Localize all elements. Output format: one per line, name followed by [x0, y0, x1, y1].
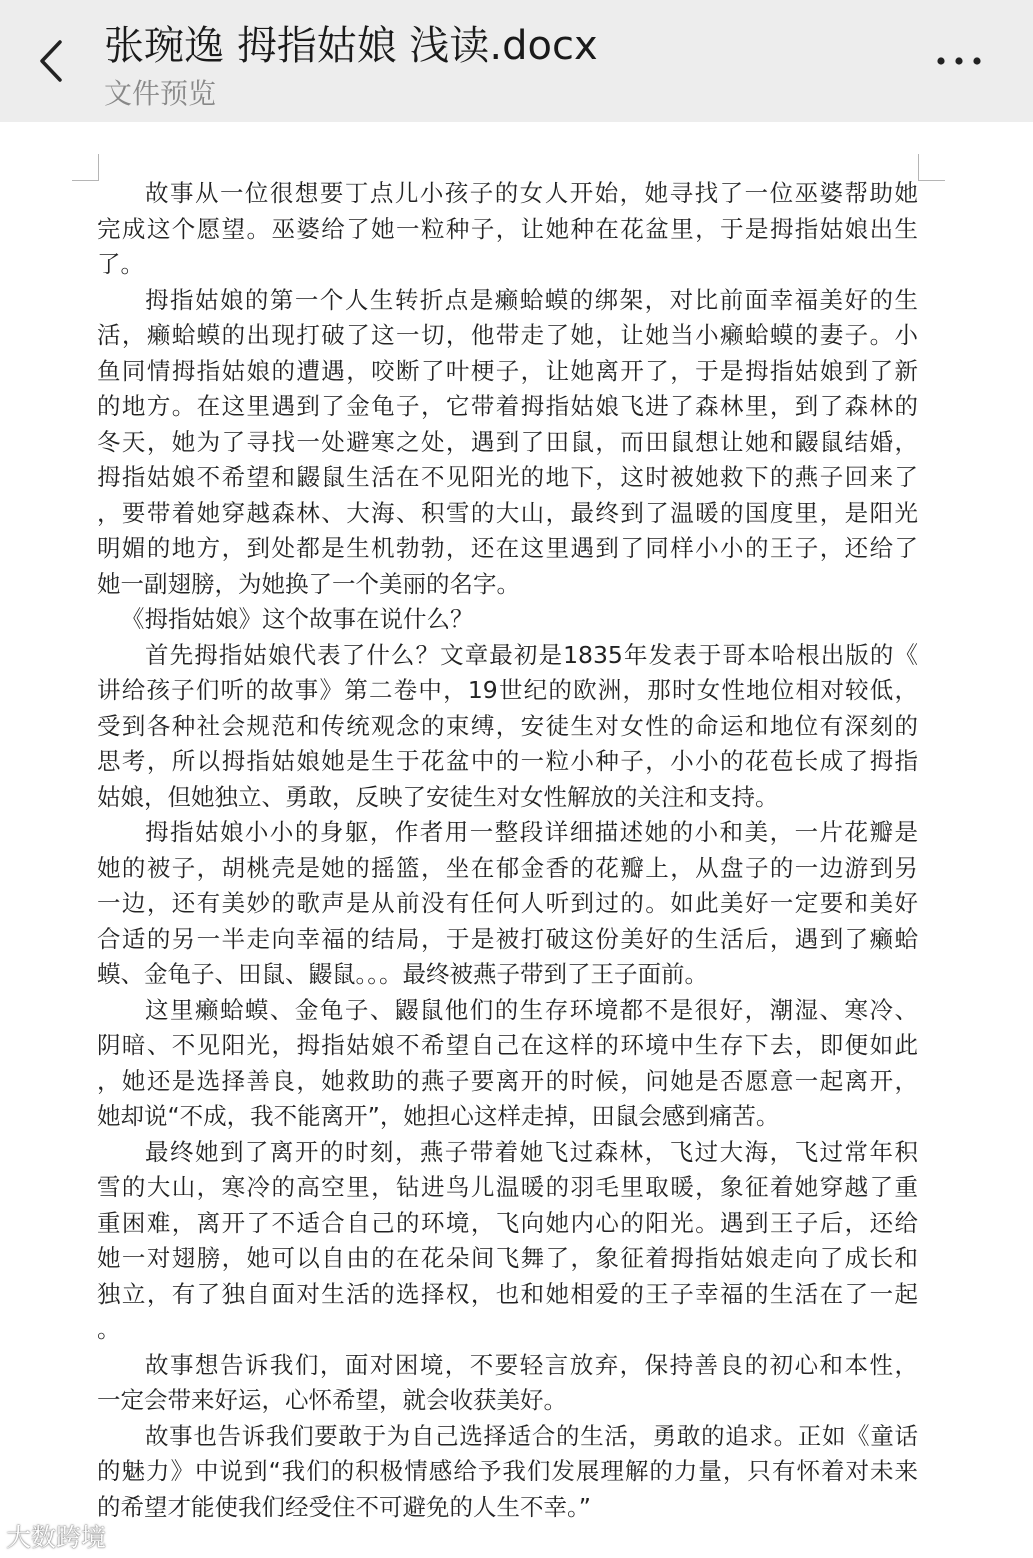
- text-line: 她的被子，胡桃壳是她的摇篮，坐在郁金香的花瓣上，从盘子的一边游到另: [97, 853, 918, 882]
- back-button[interactable]: [34, 36, 74, 86]
- file-preview-label: 文件预览: [104, 77, 217, 110]
- text-line: 故事想告诉我们，面对困境，不要轻言放弃，保持善良的初心和本性，: [145, 1350, 918, 1379]
- text-line: 了。: [97, 250, 144, 278]
- text-line: 完成这个愿望。巫婆给了她一粒种子，让她种在花盆里，于是拇指姑娘出生: [97, 214, 918, 243]
- text-line: ，她还是选择善良，她救助的燕子要离开的时候，问她是否愿意一起离开，: [97, 1066, 918, 1095]
- text-line: 独立，有了独自面对生活的选择权，也和她相爱的王子幸福的生活在了一起: [97, 1279, 918, 1308]
- document-body: [97, 176, 918, 1525]
- text-line: 讲给孩子们听的故事》第二卷中，19世纪的欧洲，那时女性地位相对较低，: [97, 676, 918, 704]
- text-line: 她一副翅膀，为她换了一个美丽的名字。: [97, 569, 520, 598]
- paragraph: [97, 1135, 918, 1348]
- chevron-left-icon: [34, 36, 74, 86]
- paragraph: [97, 815, 918, 993]
- top-bar: [0, 0, 1033, 122]
- paragraph: [97, 1348, 918, 1419]
- watermark: 大数跨境: [6, 1523, 107, 1552]
- text-line: 蟆、金龟子、田鼠、鼹鼠。。。最终被燕子带到了王子面前。: [97, 960, 708, 988]
- text-line: 拇指姑娘不希望和鼹鼠生活在不见阳光的地下，这时被她救下的燕子回来了: [97, 463, 918, 491]
- text-line: 的魅力》中说到“我们的积极情感给予我们发展理解的力量，只有怀着对未来: [97, 1457, 918, 1485]
- more-button[interactable]: [934, 46, 984, 76]
- text-line: 冬天，她为了寻找一处避寒之处，遇到了田鼠，而田鼠想让她和鼹鼠结婚，: [97, 427, 918, 456]
- paragraph: [97, 283, 918, 603]
- text-line: 拇指姑娘小小的身躯，作者用一整段详细描述她的小和美，一片花瓣是: [145, 818, 918, 846]
- page-corner-mark-right: [918, 154, 945, 181]
- text-line: 思考，所以拇指姑娘她是生于花盆中的一粒小种子，小小的花苞长成了拇指: [97, 747, 918, 775]
- text-line: 《拇指姑娘》这个故事在说什么？: [121, 605, 474, 633]
- text-line: 重困难，离开了不适合自己的环境，飞向她内心的阳光。遇到王子后，还给: [97, 1208, 918, 1237]
- text-line: 受到各种社会规范和传统观念的束缚，安徒生对女性的命运和地位有深刻的: [97, 711, 918, 740]
- text-line: 明媚的地方，到处都是生机勃勃，还在这里遇到了同样小小的王子，还给了: [97, 534, 918, 562]
- text-line: 她却说“不成，我不能离开”，她担心这样走掉，田鼠会感到痛苦。: [97, 1102, 780, 1130]
- text-line: 合适的另一半走向幸福的结局，于是被打破这份美好的生活后，遇到了癞蛤: [97, 924, 918, 953]
- text-line: 拇指姑娘的第一个人生转折点是癞蛤蟆的绑架，对比前面幸福美好的生: [145, 285, 918, 314]
- paragraph: [97, 602, 918, 638]
- text-line: 一边，还有美妙的歌声是从前没有任何人听到过的。如此美好一定要和美好: [97, 889, 918, 917]
- text-line: 故事从一位很想要丁点儿小孩子的女人开始，她寻找了一位巫婆帮助她: [145, 179, 918, 207]
- text-line: 阴暗、不见阳光，拇指姑娘不希望自己在这样的环境中生存下去，即便如此: [97, 1031, 918, 1059]
- text-line: 故事也告诉我们要敢于为自己选择适合的生活，勇敢的追求。正如《童话: [145, 1421, 918, 1450]
- text-line: 。: [97, 1315, 121, 1343]
- text-line: 鱼同情拇指姑娘的遭遇，咬断了叶梗子，让她离开了，于是拇指姑娘到了新: [97, 356, 918, 385]
- text-line: 这里癞蛤蟆、金龟子、鼹鼠他们的生存环境都不是很好，潮湿、寒冷、: [145, 995, 918, 1024]
- file-title: 张琬逸 拇指姑娘 浅读.docx: [104, 23, 598, 69]
- text-line: 姑娘，但她独立、勇敢，反映了安徒生对女性解放的关注和支持。: [97, 782, 779, 811]
- text-line: 她一对翅膀，她可以自由的在花朵间飞舞了，象征着拇指姑娘走向了成长和: [97, 1244, 918, 1272]
- paragraph: [97, 176, 918, 283]
- more-horizontal-icon: [934, 46, 984, 76]
- text-line: 一定会带来好运，心怀希望，就会收获美好。: [97, 1386, 567, 1414]
- text-line: 活，癞蛤蟆的出现打破了这一切，他带走了她，让她当小癞蛤蟆的妻子。小: [97, 321, 918, 349]
- text-line: ，要带着她穿越森林、大海、积雪的大山，最终到了温暖的国度里，是阳光: [97, 498, 918, 527]
- text-line: 的希望才能使我们经受住不可避免的人生不幸。”: [97, 1492, 591, 1521]
- text-line: 的地方。在这里遇到了金龟子，它带着拇指姑娘飞进了森林里，到了森林的: [97, 392, 918, 420]
- text-line: 首先拇指姑娘代表了什么？文章最初是1835年发表于哥本哈根出版的《: [145, 640, 918, 669]
- paragraph: [97, 1419, 918, 1526]
- paragraph: [97, 638, 918, 816]
- text-line: 雪的大山，寒冷的高空里，钻进鸟儿温暖的羽毛里取暖，象征着她穿越了重: [97, 1173, 918, 1201]
- page-corner-mark-left: [72, 154, 99, 181]
- paragraph: [97, 993, 918, 1135]
- text-line: 最终她到了离开的时刻，燕子带着她飞过森林，飞过大海，飞过常年积: [145, 1137, 918, 1166]
